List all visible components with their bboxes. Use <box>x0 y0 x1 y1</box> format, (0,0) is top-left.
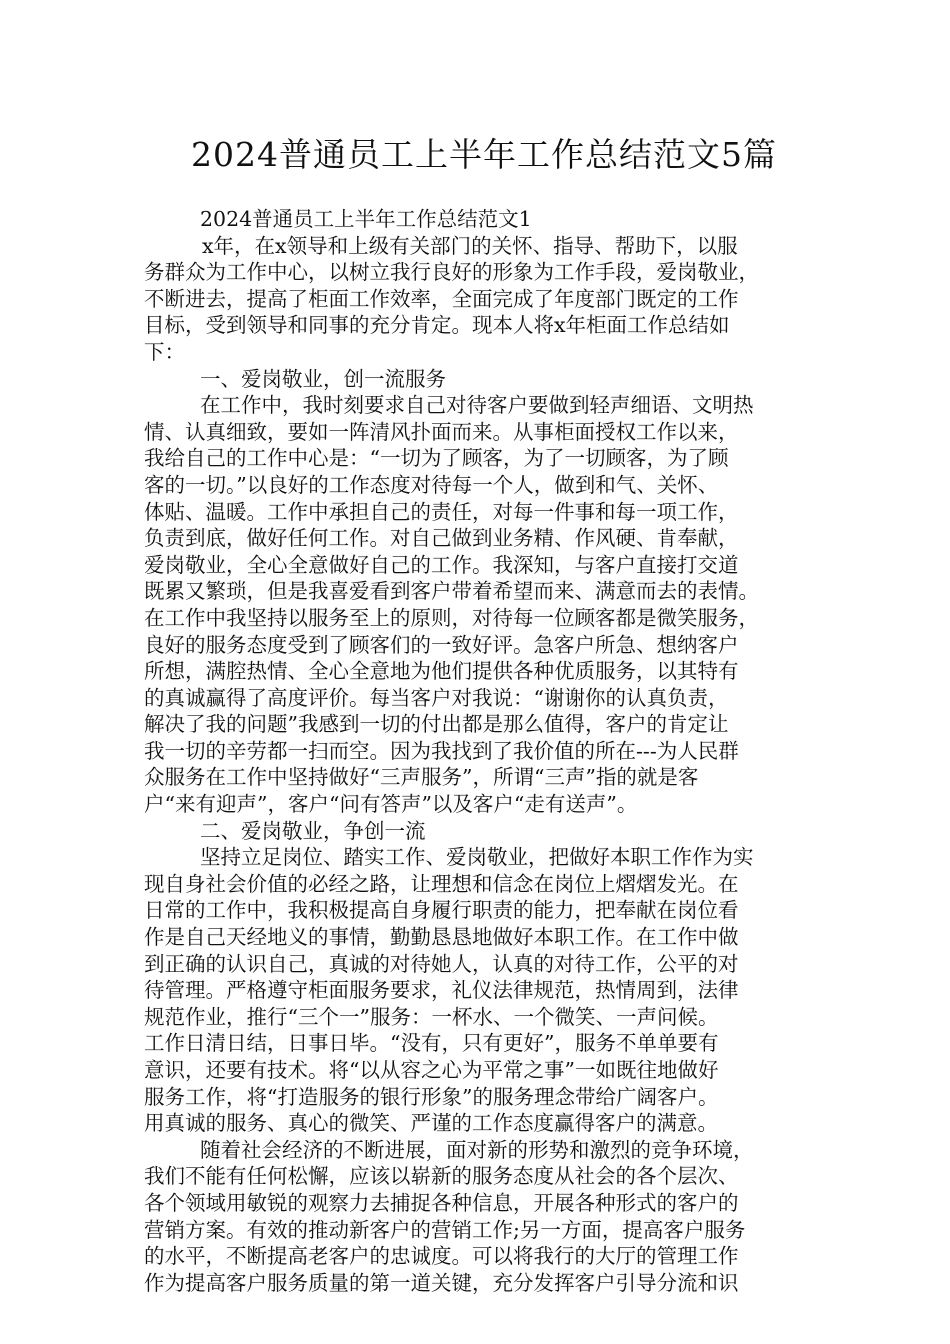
paragraph-line: 意识，还要有技术。将“以从容之心为平常之事”一如既往地做好 <box>144 1058 719 1082</box>
paragraph-line: 现自身社会价值的必经之路，让理想和信念在岗位上熠熠发光。在 <box>144 871 739 896</box>
paragraph-line: 良好的服务态度受到了顾客们的一致好评。急客户所急、想纳客户 <box>144 632 739 657</box>
paragraph-line: 到正确的认识自己，真诚的对待她人，认真的对待工作，公平的对 <box>144 951 739 976</box>
paragraph-line: 体贴、温暖。工作中承担自己的责任，对每一件事和每一项工作， <box>144 499 739 524</box>
paragraph-line: 务群众为工作中心，以树立我行良好的形象为工作手段，爱岗敬业， <box>144 260 759 285</box>
paragraph-line: 爱岗敬业，全心全意做好自己的工作。我深知，与客户直接打交道 <box>144 552 739 577</box>
paragraph-line: 规范作业，推行“三个一”服务：一杯水、一个微笑、一声问候。 <box>144 1004 719 1029</box>
paragraph-line: 各个领域用敏锐的观察力去捕捉各种信息，开展各种形式的客户的 <box>144 1190 739 1215</box>
paragraph-line: x年，在x领导和上级有关部门的关怀、指导、帮助下，以服 <box>202 233 738 258</box>
paragraph-line: 在工作中，我时刻要求自己对待客户要做到轻声细语、文明热 <box>200 393 754 418</box>
paragraph-line: 户“来有迎声”，客户“问有答声”以及客户“走有送声”。 <box>144 792 638 817</box>
paragraph-line: 我们不能有任何松懈，应该以崭新的服务态度从社会的各个层次、 <box>144 1164 739 1189</box>
paragraph-line: 坚持立足岗位、踏实工作、爱岗敬业，把做好本职工作作为实 <box>200 845 754 870</box>
paragraph-line: 所想，满腔热情、全心全意地为他们提供各种优质服务，以其特有 <box>144 659 739 684</box>
paragraph-line: 在工作中我坚持以服务至上的原则，对待每一位顾客都是微笑服务， <box>144 605 759 630</box>
paragraph-line: 既累又繁琐，但是我喜爱看到客户带着希望而来、满意而去的表情。 <box>144 579 759 604</box>
paragraph-line: 作是自己天经地义的事情，勤勤恳恳地做好本职工作。在工作中做 <box>144 925 739 950</box>
paragraph-line: 的真诚赢得了高度评价。每当客户对我说：“谢谢你的认真负责， <box>144 685 729 710</box>
paragraph-line: 日常的工作中，我积极提高自身履行职责的能力，把奉献在岗位看 <box>144 898 739 923</box>
paragraph-line: 解决了我的问题”我感到一切的付出都是那么值得，客户的肯定让 <box>144 712 729 737</box>
section-heading: 二、爱岗敬业，争创一流 <box>200 818 426 843</box>
paragraph-line: 下： <box>144 339 185 364</box>
paragraph-line: 目标，受到领导和同事的充分肯定。现本人将x年柜面工作总结如 <box>144 313 730 338</box>
paragraph-line: 我给自己的工作中心是：“一切为了顾客，为了一切顾客，为了顾 <box>144 446 729 471</box>
paragraph-line: 服务工作，将“打造服务的银行形象”的服务理念带给广阔客户。 <box>144 1084 719 1109</box>
paragraph-line: 工作日清日结，日事日毕。“没有，只有更好”，服务不单单要有 <box>144 1031 719 1056</box>
section-subtitle: 2024普通员工上半年工作总结范文1 <box>200 207 532 231</box>
paragraph-line: 的水平，不断提高老客户的忠诚度。可以将我行的大厅的管理工作 <box>144 1244 739 1269</box>
paragraph-line: 作为提高客户服务质量的第一道关键，充分发挥客户引导分流和识 <box>144 1270 739 1295</box>
paragraph-line: 我一切的辛劳都一扫而空。因为我找到了我价值的所在---为人民群 <box>144 738 739 763</box>
paragraph-line: 用真诚的服务、真心的微笑、严谨的工作态度赢得客户的满意。 <box>144 1111 718 1136</box>
section-heading: 一、爱岗敬业，创一流服务 <box>200 366 446 391</box>
paragraph-line: 随着社会经济的不断进展，面对新的形势和激烈的竞争环境， <box>200 1137 754 1162</box>
document-title: 2024普通员工上半年工作总结范文5篇 <box>191 135 777 174</box>
paragraph-line: 客的一切。”以良好的工作态度对待每一个人，做到和气、关怀、 <box>144 472 719 497</box>
paragraph-line: 众服务在工作中坚持做好“三声服务”，所谓“三声”指的就是客 <box>144 765 699 790</box>
paragraph-line: 负责到底，做好任何工作。对自己做到业务精、作风硬、肯奉献， <box>144 526 739 551</box>
paragraph-line: 情、认真细致，要如一阵清风扑面而来。从事柜面授权工作以来， <box>144 419 739 444</box>
document-page <box>144 118 824 1296</box>
paragraph-line: 营销方案。有效的推动新客户的营销工作;另一方面，提高客户服务 <box>144 1217 746 1242</box>
paragraph-line: 不断进去，提高了柜面工作效率，全面完成了年度部门既定的工作 <box>144 286 739 311</box>
paragraph-line: 待管理。严格遵守柜面服务要求，礼仪法律规范，热情周到，法律 <box>144 978 739 1003</box>
